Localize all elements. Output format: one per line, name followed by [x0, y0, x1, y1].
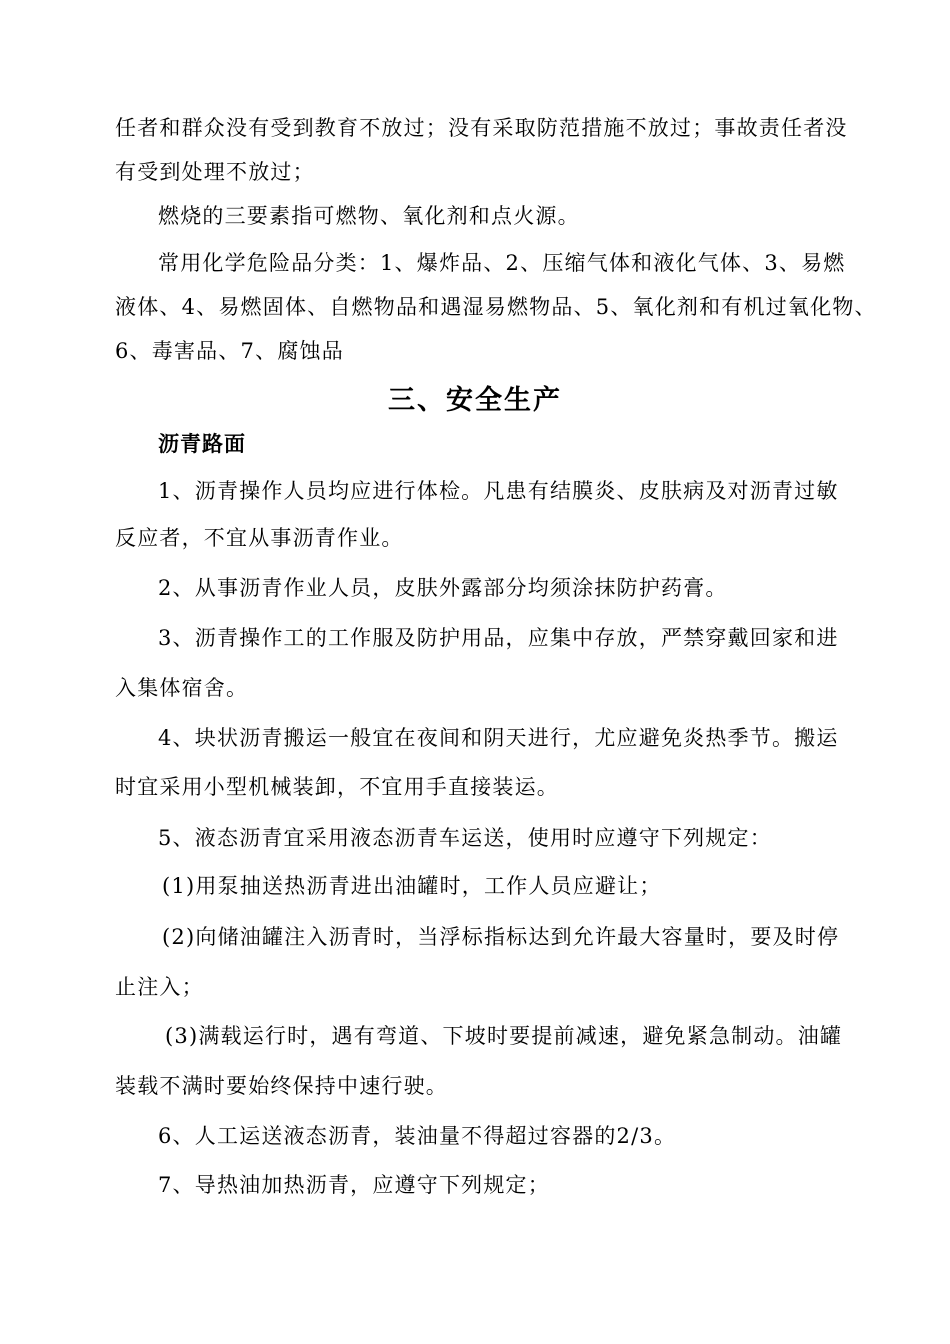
list-item: 5、液态沥青宜采用液态沥青车运送，使用时应遵守下列规定：: [158, 826, 772, 850]
section-heading: 三、安全生产: [388, 385, 562, 416]
section-subheading: 沥青路面: [158, 432, 246, 456]
list-item: 6、人工运送液态沥青，装油量不得超过容器的2/3。: [158, 1124, 677, 1148]
list-item: 1、沥青操作人员均应进行体检。凡患有结膜炎、皮肤病及对沥青过敏: [158, 479, 839, 503]
list-item: 7、导热油加热沥青，应遵守下列规定；: [158, 1173, 550, 1197]
list-item-continuation: 入集体宿舍。: [115, 676, 249, 700]
paragraph-combustion: 燃烧的三要素指可燃物、氧化剂和点火源。: [158, 204, 580, 228]
list-item: 2、从事沥青作业人员，皮肤外露部分均须涂抹防护药膏。: [158, 576, 728, 600]
sub-item: (1)用泵抽送热沥青进出油罐时，工作人员应避让；: [162, 874, 662, 898]
list-item: 3、沥青操作工的工作服及防护用品，应集中存放，严禁穿戴回家和进: [158, 626, 839, 650]
list-item: 4、块状沥青搬运一般宜在夜间和阴天进行，尤应避免炎热季节。搬运: [158, 726, 839, 750]
sub-item-continuation: 止注入；: [115, 975, 204, 999]
paragraph-line: 6、毒害品、7、腐蚀品: [115, 339, 344, 363]
list-item-continuation: 时宜采用小型机械装卸，不宜用手直接装运。: [115, 775, 559, 799]
sub-item: (2)向储油罐注入沥青时，当浮标指标达到允许最大容量时，要及时停: [162, 925, 840, 949]
list-item-continuation: 反应者，不宜从事沥青作业。: [115, 526, 404, 550]
paragraph-line: 常用化学危险品分类：1、爆炸品、2、压缩气体和液化气体、3、易燃: [158, 251, 846, 275]
paragraph-line: 有受到处理不放过；: [115, 160, 315, 184]
paragraph-line: 任者和群众没有受到教育不放过；没有采取防范措施不放过；事故责任者没: [115, 116, 848, 140]
sub-item: (3)满载运行时，遇有弯道、下坡时要提前减速，避免紧急制动。油罐: [165, 1024, 843, 1048]
paragraph-line: 液体、4、易燃固体、自燃物品和遇湿易燃物品、5、氧化剂和有机过氧化物、: [115, 295, 877, 319]
sub-item-continuation: 装载不满时要始终保持中速行驶。: [115, 1074, 448, 1098]
